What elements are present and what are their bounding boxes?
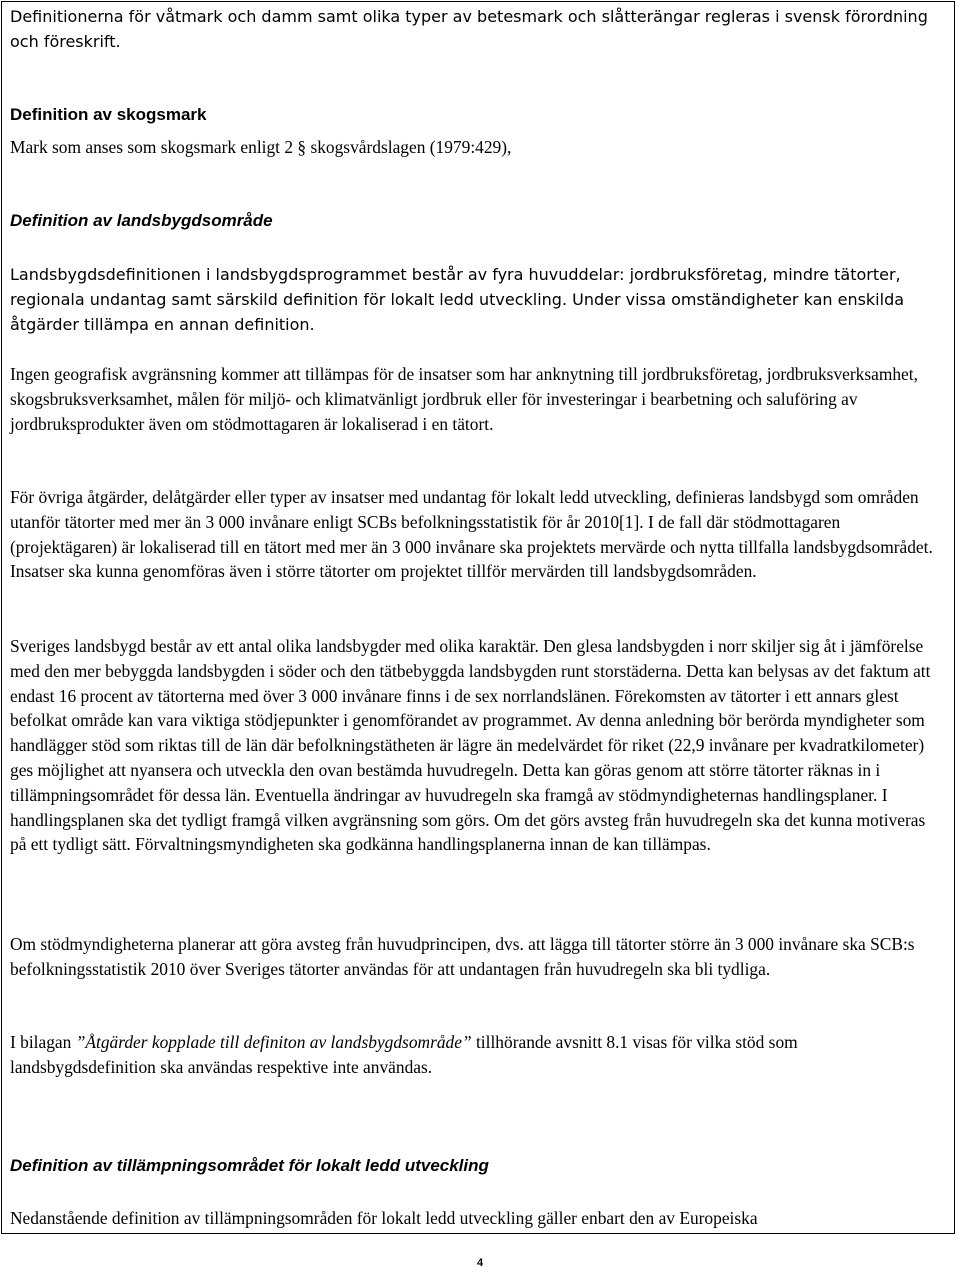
intro-paragraph: Definitionerna för våtmark och damm samt olika typer av betesmark och slåtterängar regleras i svensk förordning och föreskrift.	[10, 7, 928, 51]
bilaga-paragraph	[10, 1030, 945, 1080]
landsbygd-text: Landsbygdsdefinitionen i landsbygdsprogrammet består av fyra huvuddelar: jordbruksföretag, mindre tätorter, regionala undantag samt särskild definition för lokalt ledd utveckling. Under vissa omständigheter kan enskilda åtgärder tillämpa en annan definition.	[10, 265, 905, 334]
skogsmark-text: Mark som anses som skogsmark enligt 2 § skogsvårdslagen (1979:429),	[10, 137, 512, 157]
paragraph-avsteg: Om stödmyndigheterna planerar att göra avsteg från huvudprincipen, dvs. att lägga till tätorter större än 3 000 invånare ska SCB:s befolkningsstatistik 2010 över Sveriges tätorter användas för att undantagen från huvudregeln ska bli tydliga.	[10, 934, 915, 979]
tillampning-text: Nedanstående definition av tillämpningsområden för lokalt ledd utveckling gäller enbart den av Europeiska	[10, 1208, 758, 1228]
heading-tillampningsomrade: Definition av tillämpningsområdet för lokalt ledd utveckling	[10, 1156, 489, 1175]
paragraph-geografisk-avgransning: Ingen geografisk avgränsning kommer att tillämpas för de insatser som har anknytning till jordbruksföretag, jordbruksverksamhet, skogsbruksverksamhet, målen för miljö- och klimatvänligt jordbruk eller för investeringar i bearbetning och saluföring av jordbruksprodukter även om stödmottagaren är lokaliserad i en tätort.	[10, 364, 918, 434]
bilaga-title: ”Åtgärder kopplade till definiton av landsbygdsområde”	[75, 1032, 472, 1052]
bilaga-suffix: tillhörande avsnitt 8.1 visas för vilka stöd som landsbygdsdefinition ska användas respektive inte användas.	[10, 1032, 798, 1077]
bilaga-prefix: I bilagan	[10, 1032, 76, 1052]
heading-skogsmark: Definition av skogsmark	[10, 105, 207, 124]
paragraph-ovriga-atgarder: För övriga åtgärder, delåtgärder eller typer av insatser med undantag för lokalt ledd utveckling, definieras landsbygd som områden utanför tätorter med mer än 3 000 invånare enligt SCBs befolkningsstatistik för år 2010[1]. I de fall där stödmottagaren (projektägaren) är lokaliserad till en tätort med mer än 3 000 invånare ska projektets mervärde och nytta tillfalla landsbygdsområdet. Insatser ska kunna genomföras även i större tätorter om projektet tillför mervärden till landsbygdsområden.	[10, 487, 933, 582]
heading-landsbygdsomrade: Definition av landsbygdsområde	[10, 211, 273, 230]
paragraph-sveriges-landsbygd: Sveriges landsbygd består av ett antal olika landsbygder med olika karaktär. Den glesa landsbygden i norr skiljer sig åt i jämförelse med den mer bebyggda landsbygden i söder och den tätbebyggda landsbygden runt storstäderna. Detta kan belysas av det faktum att endast 16 procent av tätorterna med över 3 000 invånare finns i de sex norrlandslänen. Förekomsten av tätorter i ett annars glest befolkat område kan vara viktiga stödjepunkter i genomförandet av programmet. Av denna anledning bör berörda myndigheter som handlägger stöd som riktas till de län där befolkningstätheten är lägre än medelvärdet för riket (22,9 invånare per kvadratkilometer) ges möjlighet att nyansera och utveckla den ovan bestämda huvudregeln. Detta kan göras genom att större tätorter räknas in i tillämpningsområdet för dessa län. Eventuella ändringar av huvudregeln ska framgå av stödmyndigheternas handlingsplaner. I handlingsplanen ska det tydligt framgå vilken avgränsning som görs. Om det görs avsteg från huvudregeln ska det kunna motiveras på ett tydligt sätt. Förvaltningsmyndigheten ska godkänna handlingsplanerna innan de kan tillämpas.	[10, 636, 931, 855]
page-number: 4	[476, 1257, 484, 1269]
